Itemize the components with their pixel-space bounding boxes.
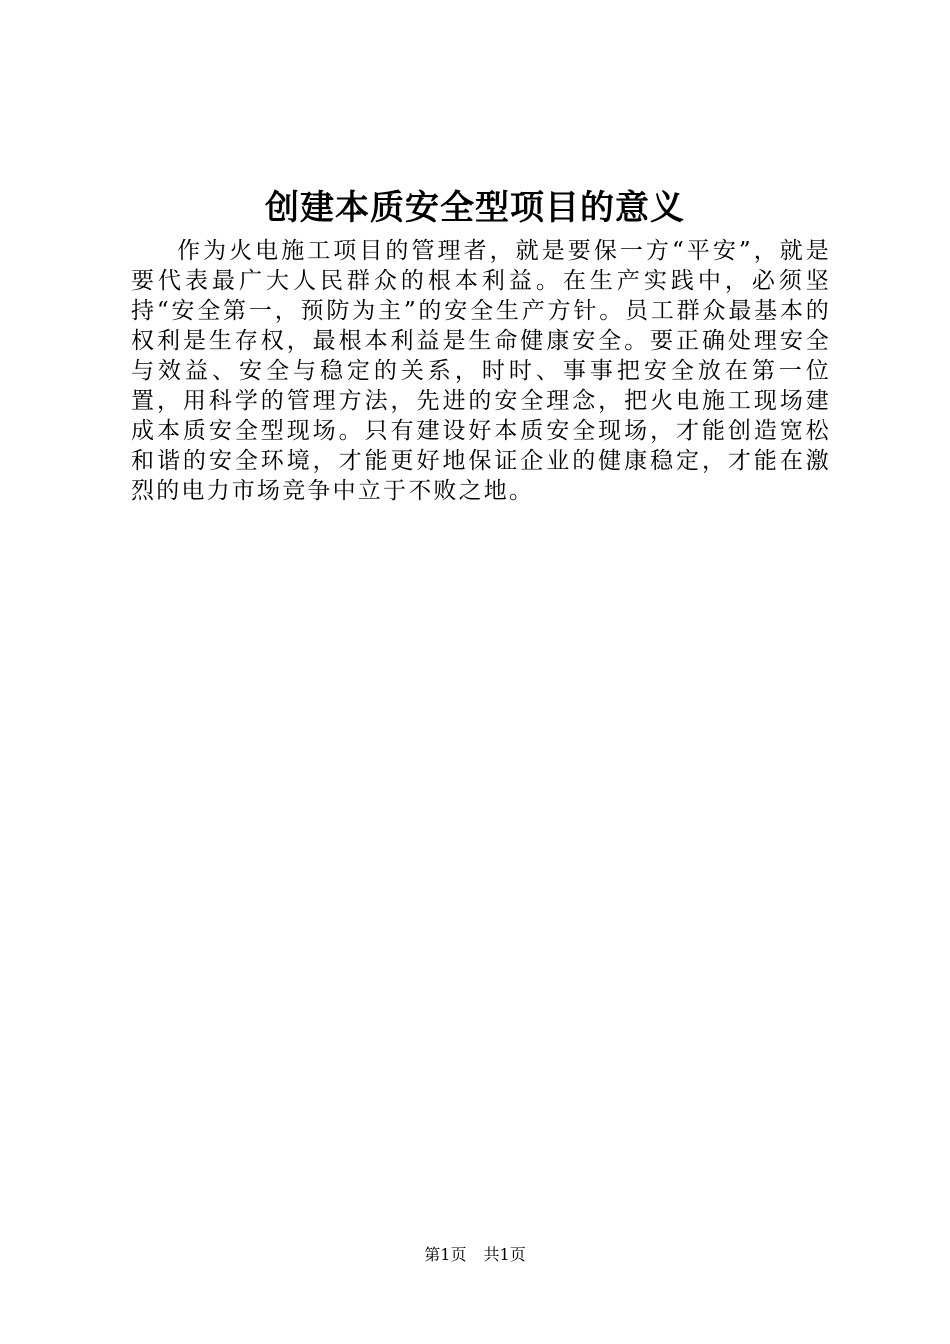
page-footer (0, 1245, 950, 1265)
page-number-total: 共1页 (483, 1245, 526, 1264)
page-number-current: 第1页 (424, 1245, 467, 1264)
body-paragraph: 作为火电施工项目的管理者，就是要保一方“平安”，就是要代表最广大人民群众的根本利益。在生产实践中，必须坚持“安全第一，预防为主”的安全生产方针。员工群众最基本的权利是生存权，最根本利益是生命健康安全。要正确处理安全与效益、安全与稳定的关系，时时、事事把安全放在第一位置，用科学的管理方法，先进的安全理念，把火电施工现场建成本质安全型现场。只有建设好本质安全现场，才能创造宽松和谐的安全环境，才能更好地保证企业的健康稳定，才能在激烈的电力市场竞争中立于不败之地。 (131, 238, 831, 504)
document-title: 创建本质安全型项目的意义 (265, 188, 685, 228)
